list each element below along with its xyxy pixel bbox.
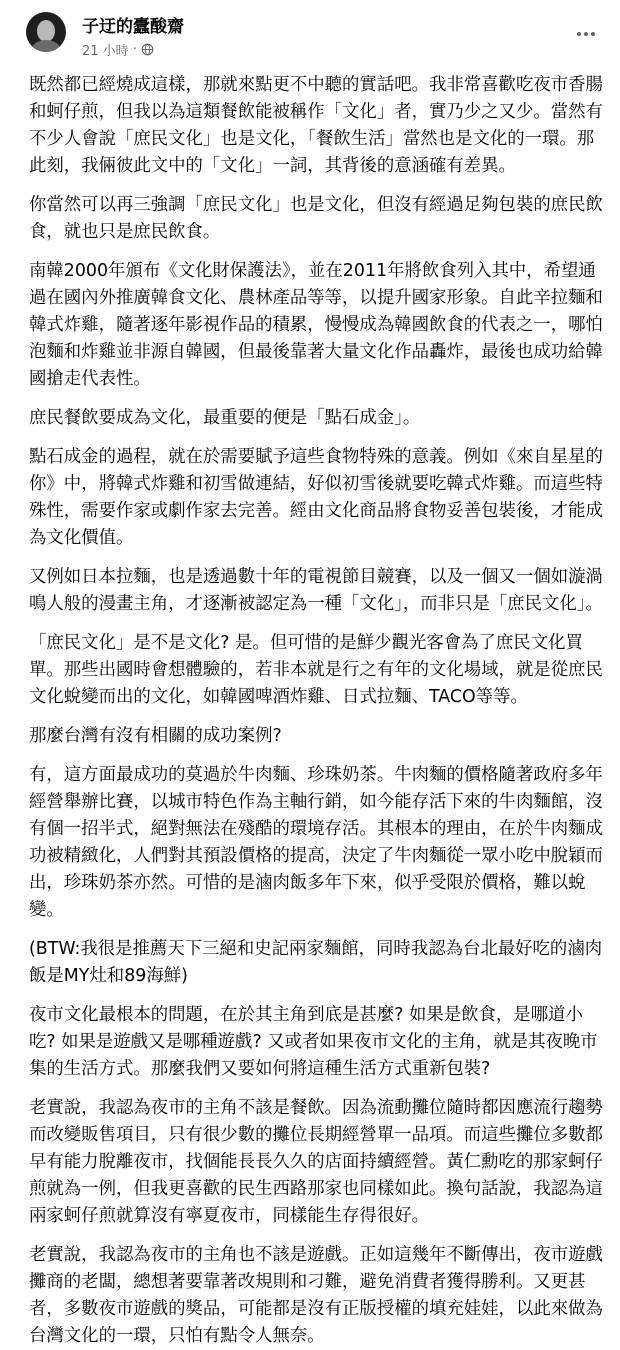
post-paragraph: 你當然可以再三強調「庶民文化」也是文化，但沒有經過足夠包裝的庶民飲食，就也只是庶民飲食。 bbox=[29, 195, 603, 242]
post-paragraph: 既然都已經燒成這樣，那就來點更不中聽的實話吧。我非常喜歡吃夜市香腸和蚵仔煎，但我以為這類餐飲能被稱作「文化」者，實乃少之又少。當然有不少人會說「庶民文化」也是文化，「餐飲生活」當然也是文化的一環。那此刻，我倆彼此文中的「文化」一詞，其背後的意涵確有差異。 bbox=[29, 75, 603, 176]
more-options-icon[interactable] bbox=[568, 22, 604, 46]
globe-icon[interactable] bbox=[141, 43, 154, 56]
meta-separator: · bbox=[132, 42, 137, 57]
post-header bbox=[0, 0, 620, 72]
author-name[interactable]: 子迂的蠹酸齋 bbox=[82, 17, 184, 37]
post-paragraph: 老實說，我認為夜市的主角不該是餐飲。因為流動攤位隨時都因應流行趨勢而改變販售項目，只有很少數的攤位長期經營單一品項。而這些攤位多數都早有能力脫離夜市，找個能長長久久的店面持續經營。黃仁勳吃的那家蚵仔煎就為一例，但我更喜歡的民生西路那家也同樣如此。換句話說，我認為這兩家蚵仔煎就算沒有寧夏夜市，同樣能生存得很好。 bbox=[29, 1098, 603, 1226]
avatar-body bbox=[31, 40, 61, 52]
avatar-face bbox=[37, 20, 55, 42]
post-paragraph: 夜市文化最根本的問題，在於其主角到底是甚麼? 如果是飲食，是哪道小吃? 如果是遊戲又是哪種遊戲? 又或者如果夜市文化的主角，就是其夜晚市集的生活方式。那麼我們又要如何將這種生活方式重新包裝? bbox=[29, 1005, 598, 1079]
post-paragraph: 有，這方面最成功的莫過於牛肉麵、珍珠奶茶。牛肉麵的價格隨著政府多年經營舉辦比賽，以城市特色作為主軸行銷，如今能存活下來的牛肉麵館，沒有個一招半式，絕對無法在殘酷的環境存活。其根本的理由，在於牛肉麵成功被精緻化，人們對其預設價格的提高，決定了牛肉麵從一眾小吃中脫穎而出，珍珠奶茶亦然。可惜的是滷肉飯多年下來，似乎受限於價格，難以蛻變。 bbox=[29, 765, 603, 920]
post-body bbox=[29, 72, 605, 1350]
post-timestamp[interactable]: 21 小時 bbox=[82, 44, 129, 59]
post-paragraph: 又例如日本拉麵，也是透過數十年的電視節目競賽，以及一個又一個如漩渦鳴人般的漫畫主角，才逐漸被認定為一種「文化」，而非只是「庶民文化」。 bbox=[29, 567, 603, 614]
post-paragraph: 點石成金的過程，就在於需要賦予這些食物特殊的意義。例如《來自星星的你》中，將韓式炸雞和初雪做連結，好似初雪後就要吃韓式炸雞。而這些特殊性，需要作家或劇作家去完善。經由文化商品將食物妥善包裝後，才能成為文化價值。 bbox=[29, 447, 603, 548]
post-meta bbox=[82, 40, 154, 59]
post-paragraph: (BTW:我很是推薦天下三絕和史記兩家麵館，同時我認為台北最好吃的滷肉飯是MY灶和89海鮮) bbox=[29, 939, 603, 986]
post-paragraph: 那麼台灣有沒有相關的成功案例? bbox=[29, 726, 282, 746]
post-paragraph: 庶民餐飲要成為文化，最重要的便是「點石成金」。 bbox=[29, 408, 421, 428]
post-paragraph: 「庶民文化」是不是文化? 是。但可惜的是鮮少觀光客會為了庶民文化買單。那些出國時會想體驗的，若非本就是行之有年的文化場域，就是從庶民文化蛻變而出的文化，如韓國啤酒炸雞、日式拉麵、TACO等等。 bbox=[29, 633, 603, 707]
post-paragraph: 南韓2000年頒布《文化財保護法》，並在2011年將飲食列入其中，希望通過在國內外推廣韓食文化、農林產品等等，以提升國家形象。自此辛拉麵和韓式炸雞，隨著逐年影視作品的積累，慢慢成為韓國飲食的代表之一，哪怕泡麵和炸雞並非源自韓國，但最後靠著大量文化作品轟炸，最後也成功給韓國搶走代表性。 bbox=[29, 261, 603, 389]
post-paragraph: 老實說，我認為夜市的主角也不該是遊戲。正如這幾年不斷傳出，夜市遊戲攤商的老闆，總想著要靠著改規則和刁難，避免消費者獲得勝利。又更甚者，多數夜市遊戲的獎品，可能都是沒有正版授權的填充娃娃，以此來做為台灣文化的一環，只怕有點令人無奈。 bbox=[29, 1245, 603, 1346]
avatar[interactable] bbox=[26, 12, 66, 52]
